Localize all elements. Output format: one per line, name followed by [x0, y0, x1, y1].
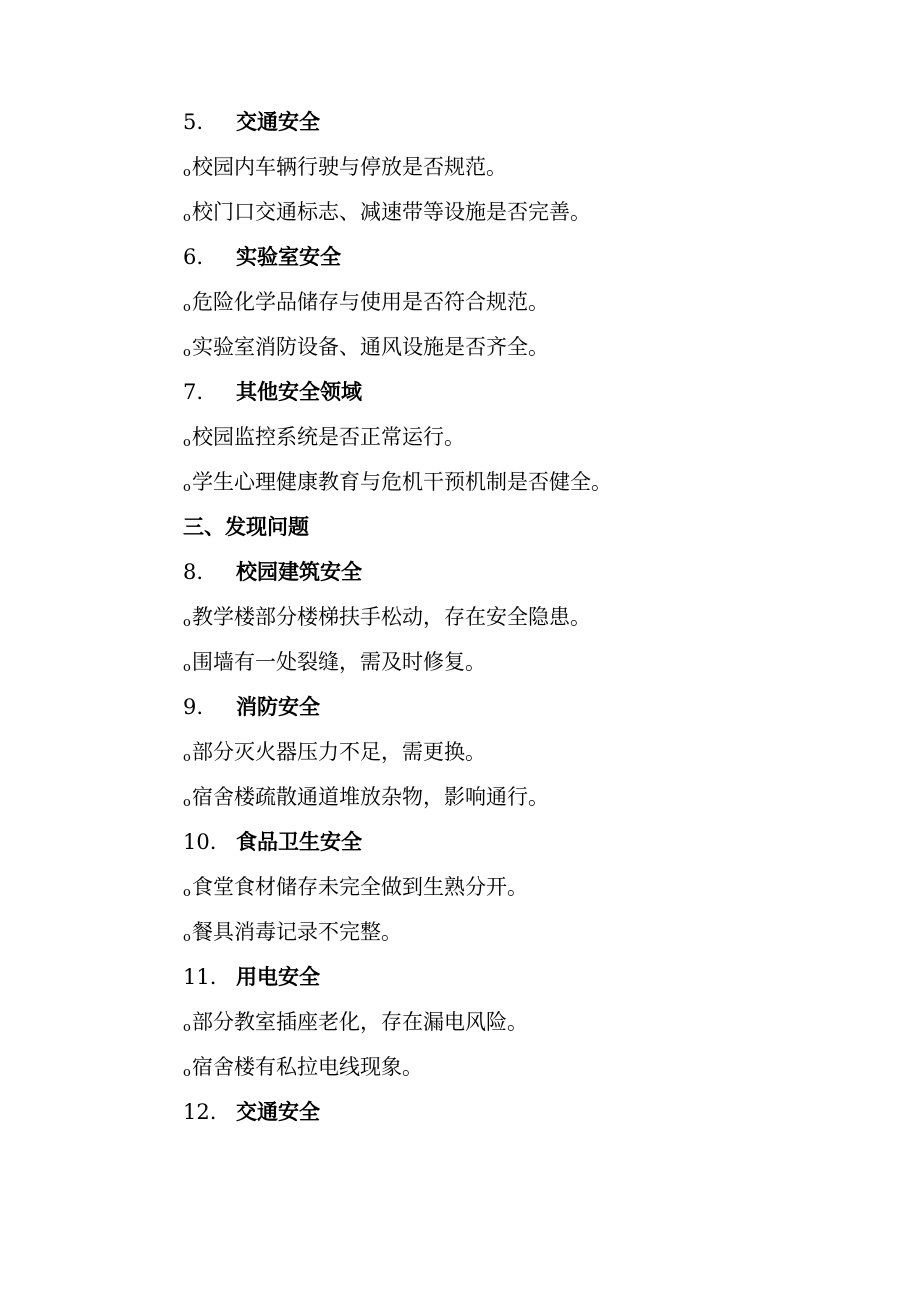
- list-item-text: 教学楼部分楼梯扶手松动，存在安全隐患。: [192, 605, 591, 629]
- list-item-text: 实验室消防设备、通风设施是否齐全。: [192, 335, 549, 359]
- heading-title: 交通安全: [236, 1099, 320, 1124]
- heading-title: 用电安全: [236, 964, 320, 989]
- list-item: [183, 1008, 528, 1042]
- heading-12: [183, 1098, 320, 1126]
- list-item-text: 部分灭火器压力不足，需更换。: [192, 740, 486, 764]
- heading-number: 9.: [183, 695, 204, 719]
- list-item: [183, 198, 591, 232]
- bullet-mark: o: [183, 165, 191, 180]
- list-item-text: 围墙有一处裂缝，需及时修复。: [192, 650, 486, 674]
- list-item-text: 学生心理健康教育与危机干预机制是否健全。: [192, 470, 612, 494]
- list-item-text: 部分教室插座老化，存在漏电风险。: [192, 1010, 528, 1034]
- heading-title: 校园建筑安全: [236, 559, 362, 584]
- heading-title: 消防安全: [236, 694, 320, 719]
- bullet-mark: o: [183, 345, 191, 360]
- heading-5: [183, 108, 320, 136]
- bullet-mark: o: [183, 750, 191, 765]
- list-item: [183, 468, 612, 502]
- list-item-text: 宿舍楼有私拉电线现象。: [192, 1055, 423, 1079]
- bullet-mark: o: [183, 795, 191, 810]
- heading-title: 其他安全领域: [236, 379, 362, 404]
- heading-8: [183, 558, 362, 586]
- heading-title: 实验室安全: [236, 244, 341, 269]
- list-item-text: 食堂食材储存未完全做到生熟分开。: [192, 875, 528, 899]
- bullet-mark: o: [183, 480, 191, 495]
- bullet-mark: o: [183, 1065, 191, 1080]
- bullet-mark: o: [183, 885, 191, 900]
- heading-11: [183, 963, 320, 991]
- list-item: [183, 423, 465, 457]
- heading-number: 7.: [183, 380, 204, 404]
- heading-title: 交通安全: [236, 109, 320, 134]
- bullet-mark: o: [183, 435, 191, 450]
- list-item-text: 校园内车辆行驶与停放是否规范。: [192, 155, 507, 179]
- list-item: [183, 153, 507, 187]
- list-item-text: 宿舍楼疏散通道堆放杂物，影响通行。: [192, 785, 549, 809]
- heading-10: [183, 828, 362, 856]
- list-item-text: 餐具消毒记录不完整。: [192, 920, 402, 944]
- bullet-mark: o: [183, 615, 191, 630]
- list-item: [183, 873, 528, 907]
- list-item-text: 校门口交通标志、减速带等设施是否完善。: [192, 200, 591, 224]
- list-item: [183, 918, 402, 952]
- list-item: [183, 288, 549, 322]
- bullet-mark: o: [183, 1020, 191, 1035]
- list-item: [183, 603, 591, 637]
- bullet-mark: o: [183, 660, 191, 675]
- bullet-mark: o: [183, 300, 191, 315]
- heading-6: [183, 243, 341, 271]
- heading-title: 食品卫生安全: [236, 829, 362, 854]
- heading-number: 10.: [183, 830, 217, 854]
- list-item: [183, 738, 486, 772]
- list-item: [183, 648, 486, 682]
- list-item: [183, 1053, 423, 1087]
- section-title: 三、发现问题: [183, 514, 309, 539]
- heading-7: [183, 378, 362, 406]
- heading-number: 8.: [183, 560, 204, 584]
- list-item: [183, 333, 549, 367]
- heading-9: [183, 693, 320, 721]
- list-item-text: 危险化学品储存与使用是否符合规范。: [192, 290, 549, 314]
- bullet-mark: o: [183, 930, 191, 945]
- list-item-text: 校园监控系统是否正常运行。: [192, 425, 465, 449]
- heading-number: 11.: [183, 965, 217, 989]
- heading-number: 12.: [183, 1100, 217, 1124]
- heading-number: 5.: [183, 110, 204, 134]
- heading-number: 6.: [183, 245, 204, 269]
- bullet-mark: o: [183, 210, 191, 225]
- list-item: [183, 783, 549, 817]
